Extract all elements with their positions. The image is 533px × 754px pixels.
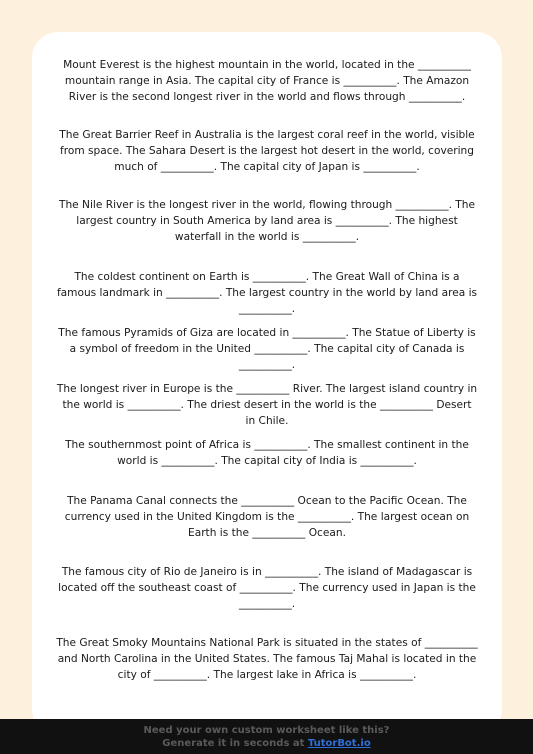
question-paragraph-1: Mount Everest is the highest mountain in the world, located in the __________ mountain range in Asia. The capital city of France is __________. The Amazon River is the second longest river in the world and flows through __________. [63, 59, 471, 103]
question-paragraph-9: The famous city of Rio de Janeiro is in __________. The island of Madagascar is located off the southeast coast of __________. The currency used in Japan is the __________. [58, 566, 476, 610]
worksheet-card [32, 32, 502, 735]
question-paragraph-2: The Great Barrier Reef in Australia is the largest coral reef in the world, visible from space. The Sahara Desert is the largest hot desert in the world, covering much of __________. The capital city of Japan is __________. [59, 129, 475, 173]
promo-footer [0, 719, 533, 754]
footer-line-1: Need your own custom worksheet like this? [143, 725, 390, 736]
question-paragraph-3: The Nile River is the longest river in the world, flowing through __________. The largest country in South America by land area is __________. The highest waterfall in the world is __________. [58, 199, 476, 243]
question-paragraph-10: The Great Smoky Mountains National Park is situated in the states of __________ and North Carolina in the United States. The famous Taj Mahal is located in the city of __________. The largest lake in Africa is __________. [56, 637, 478, 681]
footer-line-2 [0, 737, 533, 750]
tutorbot-link[interactable]: TutorBot.io [307, 738, 371, 749]
question-paragraph-6: The longest river in Europe is the __________ River. The largest island country in the world is __________. The driest desert in the world is the __________ Desert in Chile. [56, 383, 478, 427]
question-paragraph-7: The southernmost point of Africa is __________. The smallest continent in the world is __________. The capital city of India is __________. [65, 439, 469, 467]
footer-line-2-text: Generate it in seconds at [162, 738, 308, 749]
question-paragraph-8: The Panama Canal connects the __________ Ocean to the Pacific Ocean. The currency used in the United Kingdom is the __________. The largest ocean on Earth is the __________ Ocean. [64, 495, 470, 539]
question-paragraph-4: The coldest continent on Earth is __________. The Great Wall of China is a famous landmark in __________. The largest country in the world by land area is __________. [56, 271, 478, 315]
question-paragraph-5: The famous Pyramids of Giza are located in __________. The Statue of Liberty is a symbol of freedom in the United __________. The capital city of Canada is __________. [58, 327, 476, 371]
